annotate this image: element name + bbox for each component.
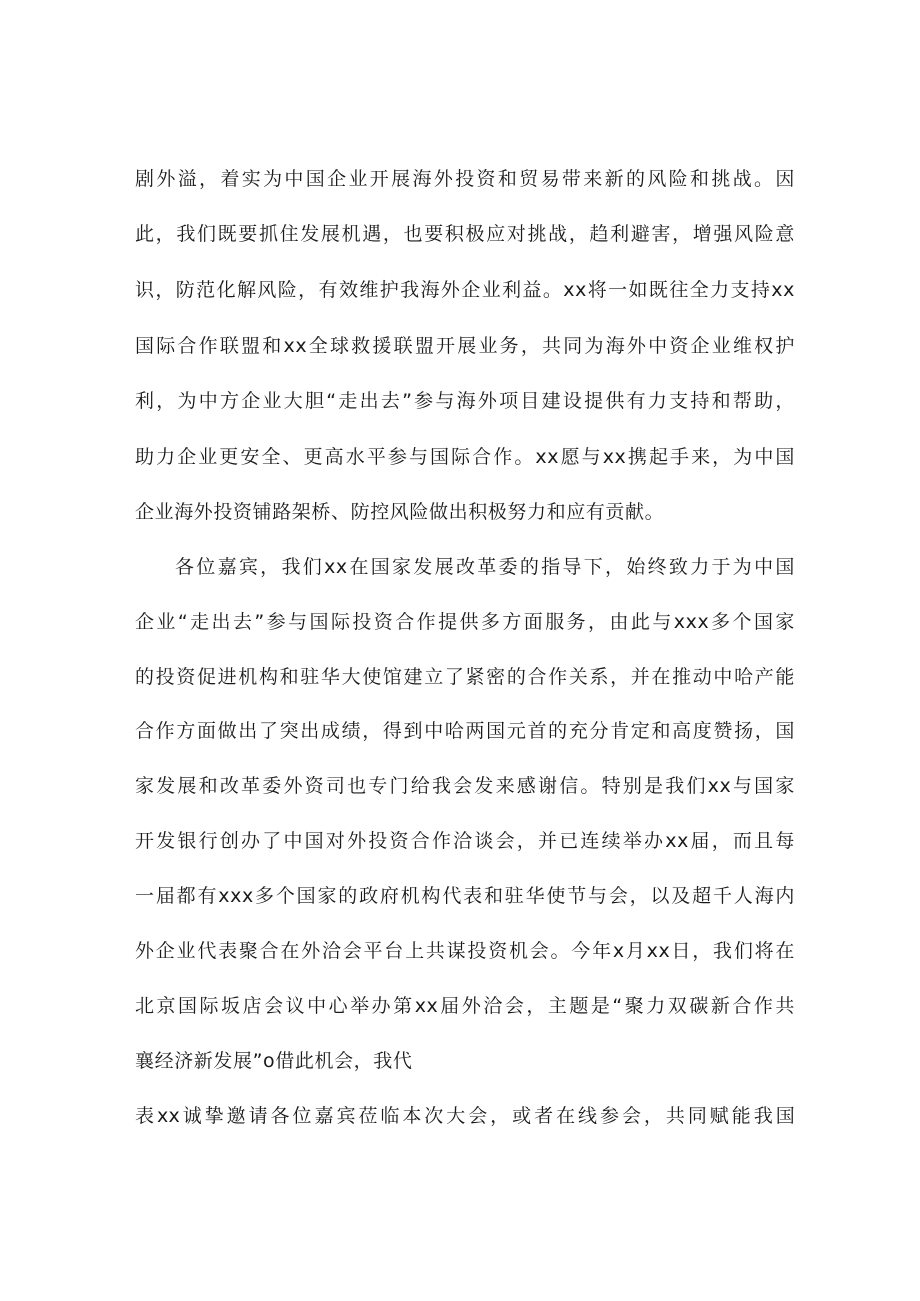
paragraph-line: 各位嘉宾，我们xx在国家发展改革委的指导下，始终致力于为中国: [175, 556, 795, 578]
paragraph-line: 开发银行创办了中国对外投资合作洽谈会，并已连续举办xx届，而且每: [135, 830, 795, 852]
paragraph-line: 外企业代表聚合在外洽会平台上共谋投资机会。今年x月xx日，我们将在: [135, 940, 795, 962]
paragraph-line: 企业“走出去”参与国际投资合作提供多方面服务，由此与xxx多个国家: [135, 611, 795, 633]
paragraph-line: 国际合作联盟和xx全球救援联盟开展业务，共同为海外中资企业维权护: [135, 335, 795, 357]
paragraph-line: 企业海外投资铺路架桥、防控风险做出积极努力和应有贡献。: [135, 501, 665, 523]
paragraph-line: 合作方面做出了突出成绩，得到中哈两国元首的充分肯定和高度赞扬，国: [135, 720, 795, 742]
paragraph-line: 识，防范化解风险，有效维护我海外企业利益。xx将一如既往全力支持xx: [135, 279, 795, 301]
paragraph-line: 助力企业更安全、更高水平参与国际合作。xx愿与xx携起手来，为中国: [135, 446, 795, 468]
paragraph-line: 表xx诚挚邀请各位嘉宾莅临本次大会，或者在线参会，共同赋能我国: [135, 1105, 795, 1127]
paragraph-line: 利，为中方企业大胆“走出去”参与海外项目建设提供有力支持和帮助，: [135, 390, 795, 412]
paragraph-line: 家发展和改革委外资司也专门给我会发来感谢信。特别是我们xx与国家: [135, 775, 795, 797]
paragraph-line: 此，我们既要抓住发展机遇，也要积极应对挑战，趋利避害，增强风险意: [135, 223, 795, 245]
paragraph-line: 北京国际坂店会议中心举办第xx届外洽会，主题是“聚力双碳新合作共: [135, 995, 795, 1017]
paragraph-line: 襄经济新发展”o借此机会，我代: [135, 1050, 413, 1072]
paragraph-line: 一届都有xxx多个国家的政府机构代表和驻华使节与会，以及超千人海内: [135, 885, 795, 907]
paragraph-line: 的投资促进机构和驻华大使馆建立了紧密的合作关系，并在推动中哈产能: [135, 666, 795, 688]
paragraph-line: 剧外溢，着实为中国企业开展海外投资和贸易带来新的风险和挑战。因: [135, 168, 795, 190]
